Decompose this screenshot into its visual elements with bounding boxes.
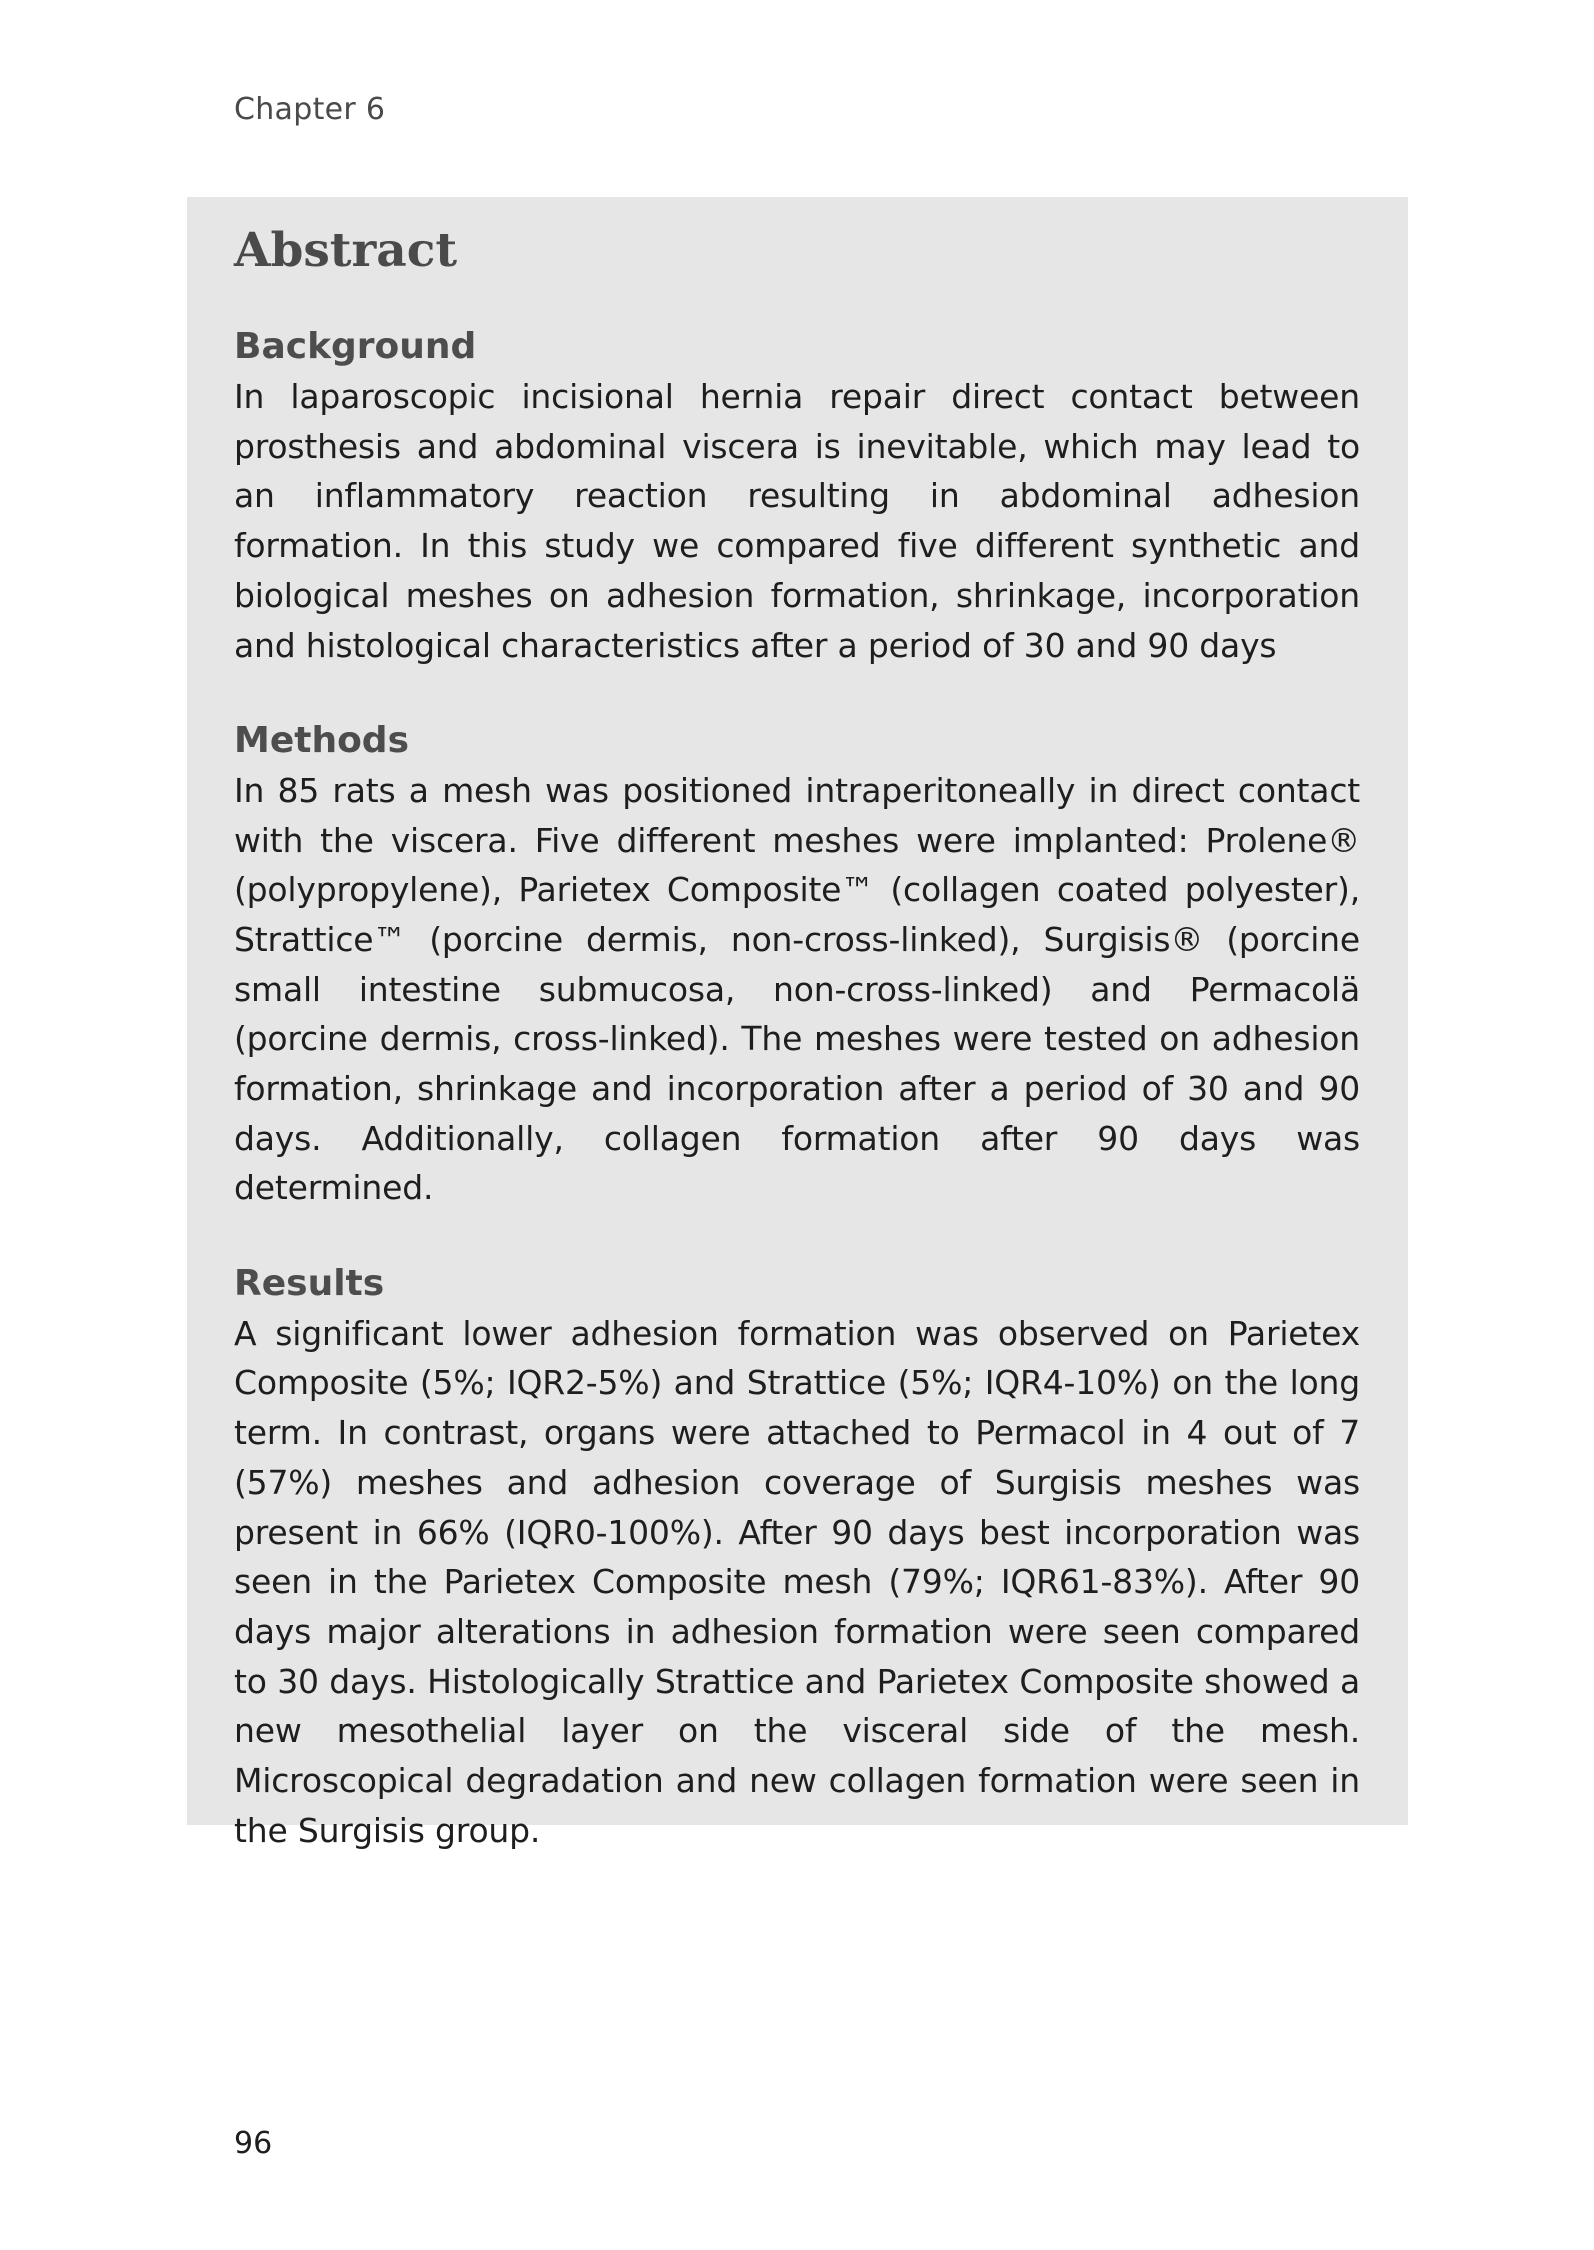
methods-section (234, 717, 1360, 1213)
running-head: Chapter 6 (234, 92, 386, 127)
methods-heading: Methods (234, 720, 410, 762)
results-heading: Results (234, 1263, 385, 1305)
results-section (234, 1260, 1360, 1855)
abstract-title: Abstract (234, 223, 458, 278)
methods-text: In 85 rats a mesh was positioned intraperitoneally in direct contact with the viscera. Five different meshes were implanted: Prolene® (polypropylene), Parietex Composite™ (collagen coated polyester), Strattice™ (porcine dermis, non-cross-linked), Surgisis® (porcine small intestine submucosa, non-cross-linked) and Permacolä (porcine dermis, cross-linked). The meshes were tested on adhesion formation, shrinkage and incorporation after a period of 30 and 90 days. Additionally, collagen formation after 90 days was determined. (234, 770, 1360, 1208)
page-number: 96 (234, 2126, 273, 2161)
results-text: A significant lower adhesion formation was observed on Parietex Composite (5%; IQR2-5%) and Strattice (5%; IQR4-10%) on the long term. In contrast, organs were attached to Permacol in 4 out of 7 (57%) meshes and adhesion coverage of Surgisis meshes was present in 66% (IQR0-100%). After 90 days best incorporation was seen in the Parietex Composite mesh (79%; IQR61-83%). After 90 days major alterations in adhesion formation were seen compared to 30 days. Histologically Strattice and Parietex Composite showed a new mesothelial layer on the visceral side of the mesh. Microscopical degradation and new collagen formation were seen in the Surgisis group. (234, 1313, 1360, 1850)
background-heading: Background (234, 326, 477, 368)
background-text: In laparoscopic incisional hernia repair direct contact between prosthesis and abdominal viscera is inevitable, which may lead to an inflammatory reaction resulting in abdominal adhesion formation. In this study we compared five different synthetic and biological meshes on adhesion formation, shrinkage, incorporation and histological characteristics after a period of 30 and 90 days (234, 376, 1360, 665)
background-section (234, 323, 1360, 670)
abstract-box (187, 197, 1408, 1850)
